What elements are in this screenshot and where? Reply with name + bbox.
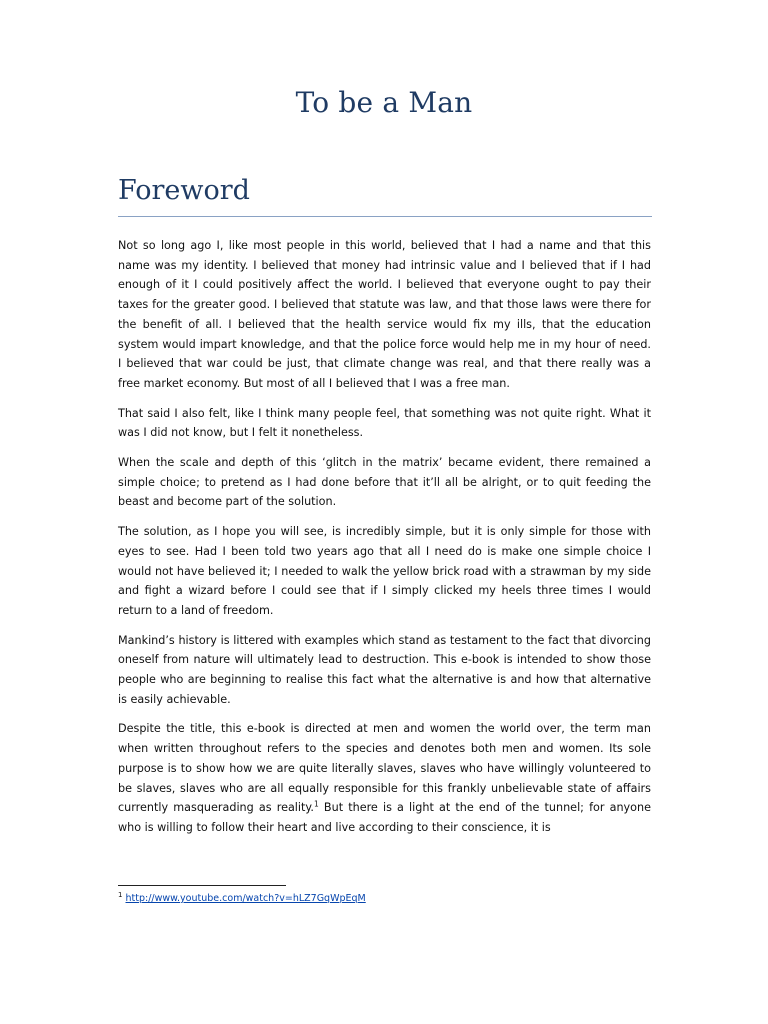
heading-divider (118, 216, 652, 217)
paragraph: Mankind’s history is littered with examples which stand as testament to the fact that divorcing oneself from nature will ultimately lead to destruction. This e-book is intended to show those people who are beginning to realise this fact what the alternative is and how that alternative is easily achievable. (118, 633, 651, 706)
paragraph: The solution, as I hope you will see, is incredibly simple, but it is only simple for those with eyes to see. Had I been told two years ago that all I need do is make one simple choice I would not have believed it; I needed to walk the yellow brick road with a strawman by my side and fight a wizard before I could see that if I simply clicked my heels three times I would return to a land of freedom. (118, 525, 651, 617)
paragraph: When the scale and depth of this ‘glitch in the matrix’ became evident, there remained a simple choice; to pretend as I had done before that it’ll all be alright, or to quit feeding the beast and become part of the solution. (118, 456, 651, 509)
footnote-separator (118, 885, 286, 886)
section-heading: Foreword (118, 175, 250, 206)
footnote-link[interactable]: http://www.youtube.com/watch?v=hLZ7GqWpEqM (125, 893, 366, 904)
body-text (118, 236, 651, 848)
document-title: To be a Man (295, 86, 473, 119)
footnote-reference[interactable]: 1 (314, 799, 319, 809)
paragraph: Not so long ago I, like most people in this world, believed that I had a name and that this name was my identity. I believed that money had intrinsic value and I believed that if I had enough of it I could positively affect the world. I believed that everyone ought to pay their taxes for the greater good. I believed that statute was law, and that those laws were there for the benefit of all. I believed that the health service would fix my ills, that the education system would impart knowledge, and that the police force would help me in my hour of need. I believed that war could be just, that climate change was real, and that there really was a free market economy. But most of all I believed that I was a free man. (118, 239, 651, 390)
paragraph-text: But there is a light at the end of the tunnel; for anyone who is willing to follow their heart and live according to their conscience, it is (118, 801, 651, 834)
paragraph (118, 719, 651, 837)
paragraph-text: Despite the title, this e-book is directed at men and women the world over, the term man when written throughout refers to the species and denotes both men and women. Its sole purpose is to show how we are quite literally slaves, slaves who have willingly volunteered to be slaves, slaves who are all equally responsible for this frankly unbelievable state of affairs currently masquerading as reality. (118, 722, 651, 815)
paragraph: That said I also felt, like I think many people feel, that something was not quite right. What it was I did not know, but I felt it nonetheless. (118, 406, 651, 440)
footnote (118, 892, 651, 906)
footnote-number: 1 (118, 890, 123, 899)
